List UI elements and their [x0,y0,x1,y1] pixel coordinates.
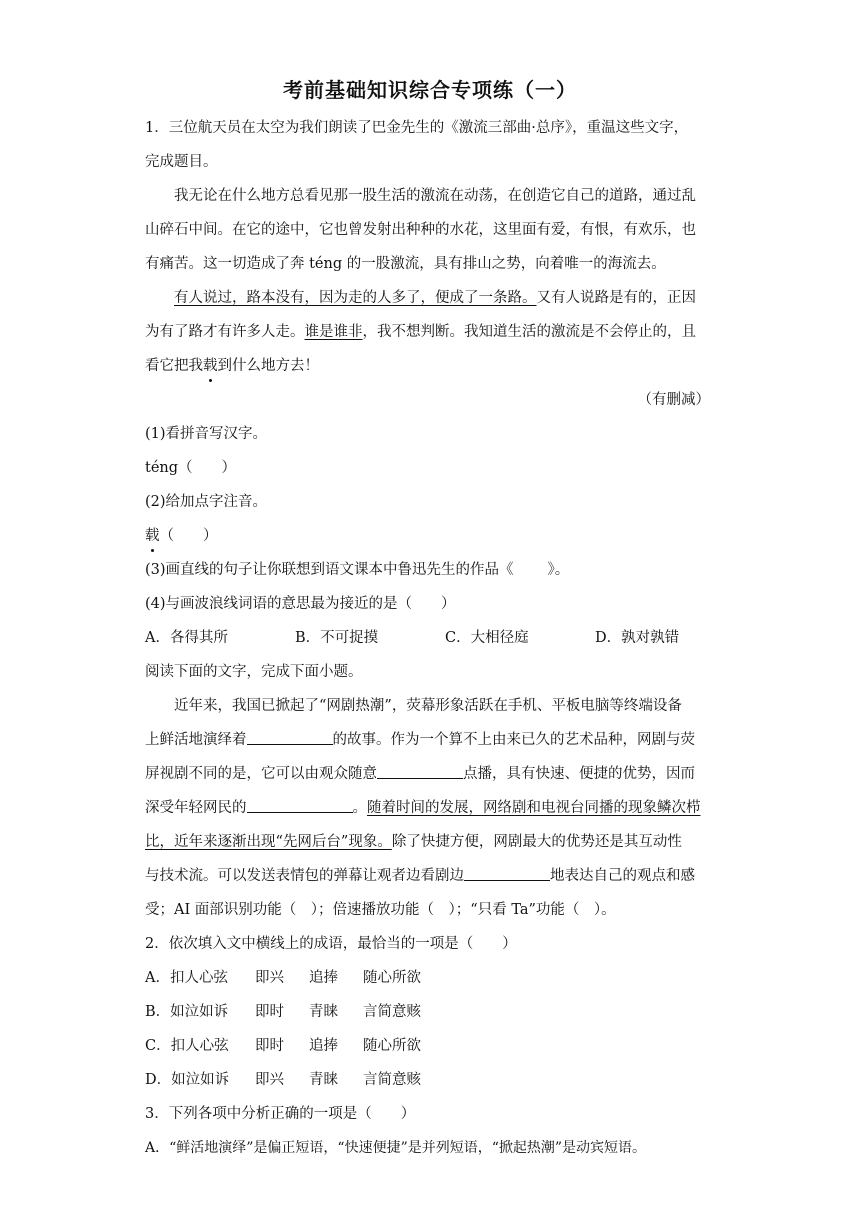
q1-option-d: D．孰对孰错 [595,630,680,646]
reading-line6 [145,866,720,886]
underlined-sentence: 有人说过，路本没有，因为走的人多了，便成了一条路。 [174,290,537,306]
q2-c-4: 随心所欲 [363,1038,421,1054]
reading-line3-post: 点播，具有快速、便捷的优势，因而 [463,766,695,782]
page-title: 考前基础知识综合专项练（一） [283,78,577,102]
passage1-line3: 有痛苦。这一切造成了奔 téng 的一股激流，具有排山之势，向着唯一的海流去。 [145,256,666,272]
q1-intro-line1: 1．三位航天员在太空为我们朗读了巴金先生的《激流三部曲·总序》，重温这些文字， [145,120,689,136]
passage2-line3 [145,356,720,376]
q1-sub3-pre: (3)画直线的句子让你联想到语文课本中鲁迅先生的作品《 [145,562,514,578]
reading-line4-mid: 。 [352,800,367,816]
q2-option-d [145,1070,720,1090]
q2-c-3: 追捧 [309,1038,338,1054]
q2-d-4: 言简意赅 [363,1072,421,1088]
q3-option-a: A．“鲜活地演绎”是偏正短语，“快速便捷”是并列短语，“掀起热潮”是动宾短语。 [145,1140,647,1156]
q1-intro-line2: 完成题目。 [145,154,218,170]
fill-blank-3[interactable] [247,798,353,813]
q2-b-4: 言简意赅 [363,1004,421,1020]
q1-sub2-paren: （ ） [159,528,218,544]
q2-b-1: B．如泣如诉 [145,1004,229,1020]
dotted-character: 载 [203,358,218,374]
underlined-sentence-2b: 比，近年来逐渐出现“先网后台”现象。 [145,834,392,850]
q2-option-c [145,1036,720,1056]
reading-line6-pre: 与技术流。可以发送表情包的弹幕让观者边看剧边 [145,868,464,884]
q1-option-a: A．各得其所 [145,630,228,646]
reading-line2-pre: 上鲜活地演绎着 [145,732,247,748]
fill-blank-2[interactable] [377,764,463,779]
reading-line5-post: 除了快捷方便，网剧最大的优势还是其互动性 [391,834,682,850]
q2-a-1: A．扣人心弦 [145,970,228,986]
passage1-line1: 我无论在什么地方总看见那一股生活的激流在动荡，在创造它自己的道路，通过乱 [174,188,696,204]
q2-c-2: 即时 [255,1038,284,1054]
q2-b-3: 青睐 [309,1004,338,1020]
wavy-underlined-phrase: 谁是谁非 [304,324,363,340]
q2-stem: 2．依次填入文中横线上的成语，最恰当的一项是（ ） [145,936,517,952]
q1-sub1: (1)看拼音写汉字。 [145,426,268,442]
passage2-line2-post: ，我不想判断。我知道生活的激流是不会停止的，且 [362,324,696,340]
reading-line5 [145,832,720,852]
passage2-line1 [174,288,720,308]
passage2-line1-rest: 又有人说路是有的，正因 [536,290,696,306]
reading-line2-post: 的故事。作为一个算不上由来已久的艺术品种，网剧与荧 [332,732,695,748]
reading-line7: 受；AI 面部识别功能（ ）；倍速播放功能（ ）；“只看 Ta”功能（ ）。 [145,902,616,918]
q2-option-b [145,1002,720,1022]
q2-d-2: 即兴 [255,1072,284,1088]
reading-line3 [145,764,720,784]
q2-c-1: C．扣人心弦 [145,1038,229,1054]
q1-sub3-post: 》。 [547,562,570,578]
reading-line1: 近年来，我国已掀起了“网剧热潮”，荧幕形象活跃在手机、平板电脑等终端设备 [174,698,682,714]
q1-sub2: (2)给加点字注音。 [145,494,268,510]
q2-d-1: D．如泣如诉 [145,1072,230,1088]
fill-blank-4[interactable] [464,866,550,881]
q2-a-4: 随心所欲 [363,970,421,986]
passage2-line2 [145,322,720,342]
reading-line6-post: 地表达自己的观点和感 [550,868,695,884]
reading-line4 [145,798,720,818]
q1-options [145,628,720,648]
q1-sub1-answer: téng（ ） [145,460,237,476]
q1-sub4: (4)与画波浪线词语的意思最为接近的是（ ） [145,596,456,612]
q1-sub3 [145,560,720,580]
q2-a-3: 追捧 [309,970,338,986]
q1-option-c: C．大相径庭 [445,630,529,646]
reading-line3-pre: 屏视剧不同的是，它可以由观众随意 [145,766,377,782]
dotted-character-repeat: 载 [145,528,160,544]
passage2-line3-post: 到什么地方去！ [217,358,319,374]
q2-b-2: 即时 [255,1004,284,1020]
reading-intro: 阅读下面的文字，完成下面小题。 [145,664,363,680]
passage2-line2-pre: 为有了路才有许多人走。 [145,324,305,340]
abridged-note: （有删减） [637,392,710,408]
q2-d-3: 青睐 [309,1072,338,1088]
q3-stem: 3．下列各项中分析正确的一项是（ ） [145,1106,416,1122]
reading-line2 [145,730,720,750]
underlined-sentence-2a: 随着时间的发展，网络剧和电视台同播的现象鳞次栉 [367,800,701,816]
fill-blank-1[interactable] [247,730,333,745]
reading-line4-pre: 深受年轻网民的 [145,800,247,816]
passage2-line3-pre: 看它把我 [145,358,203,374]
q2-option-a [145,968,720,988]
q2-a-2: 即兴 [255,970,284,986]
q1-option-b: B．不可捉摸 [295,630,379,646]
q1-sub2-answer [145,526,720,546]
passage1-line2: 山碎石中间。在它的途中，它也曾发射出种种的水花，这里面有爱，有恨，有欢乐，也 [145,222,696,238]
